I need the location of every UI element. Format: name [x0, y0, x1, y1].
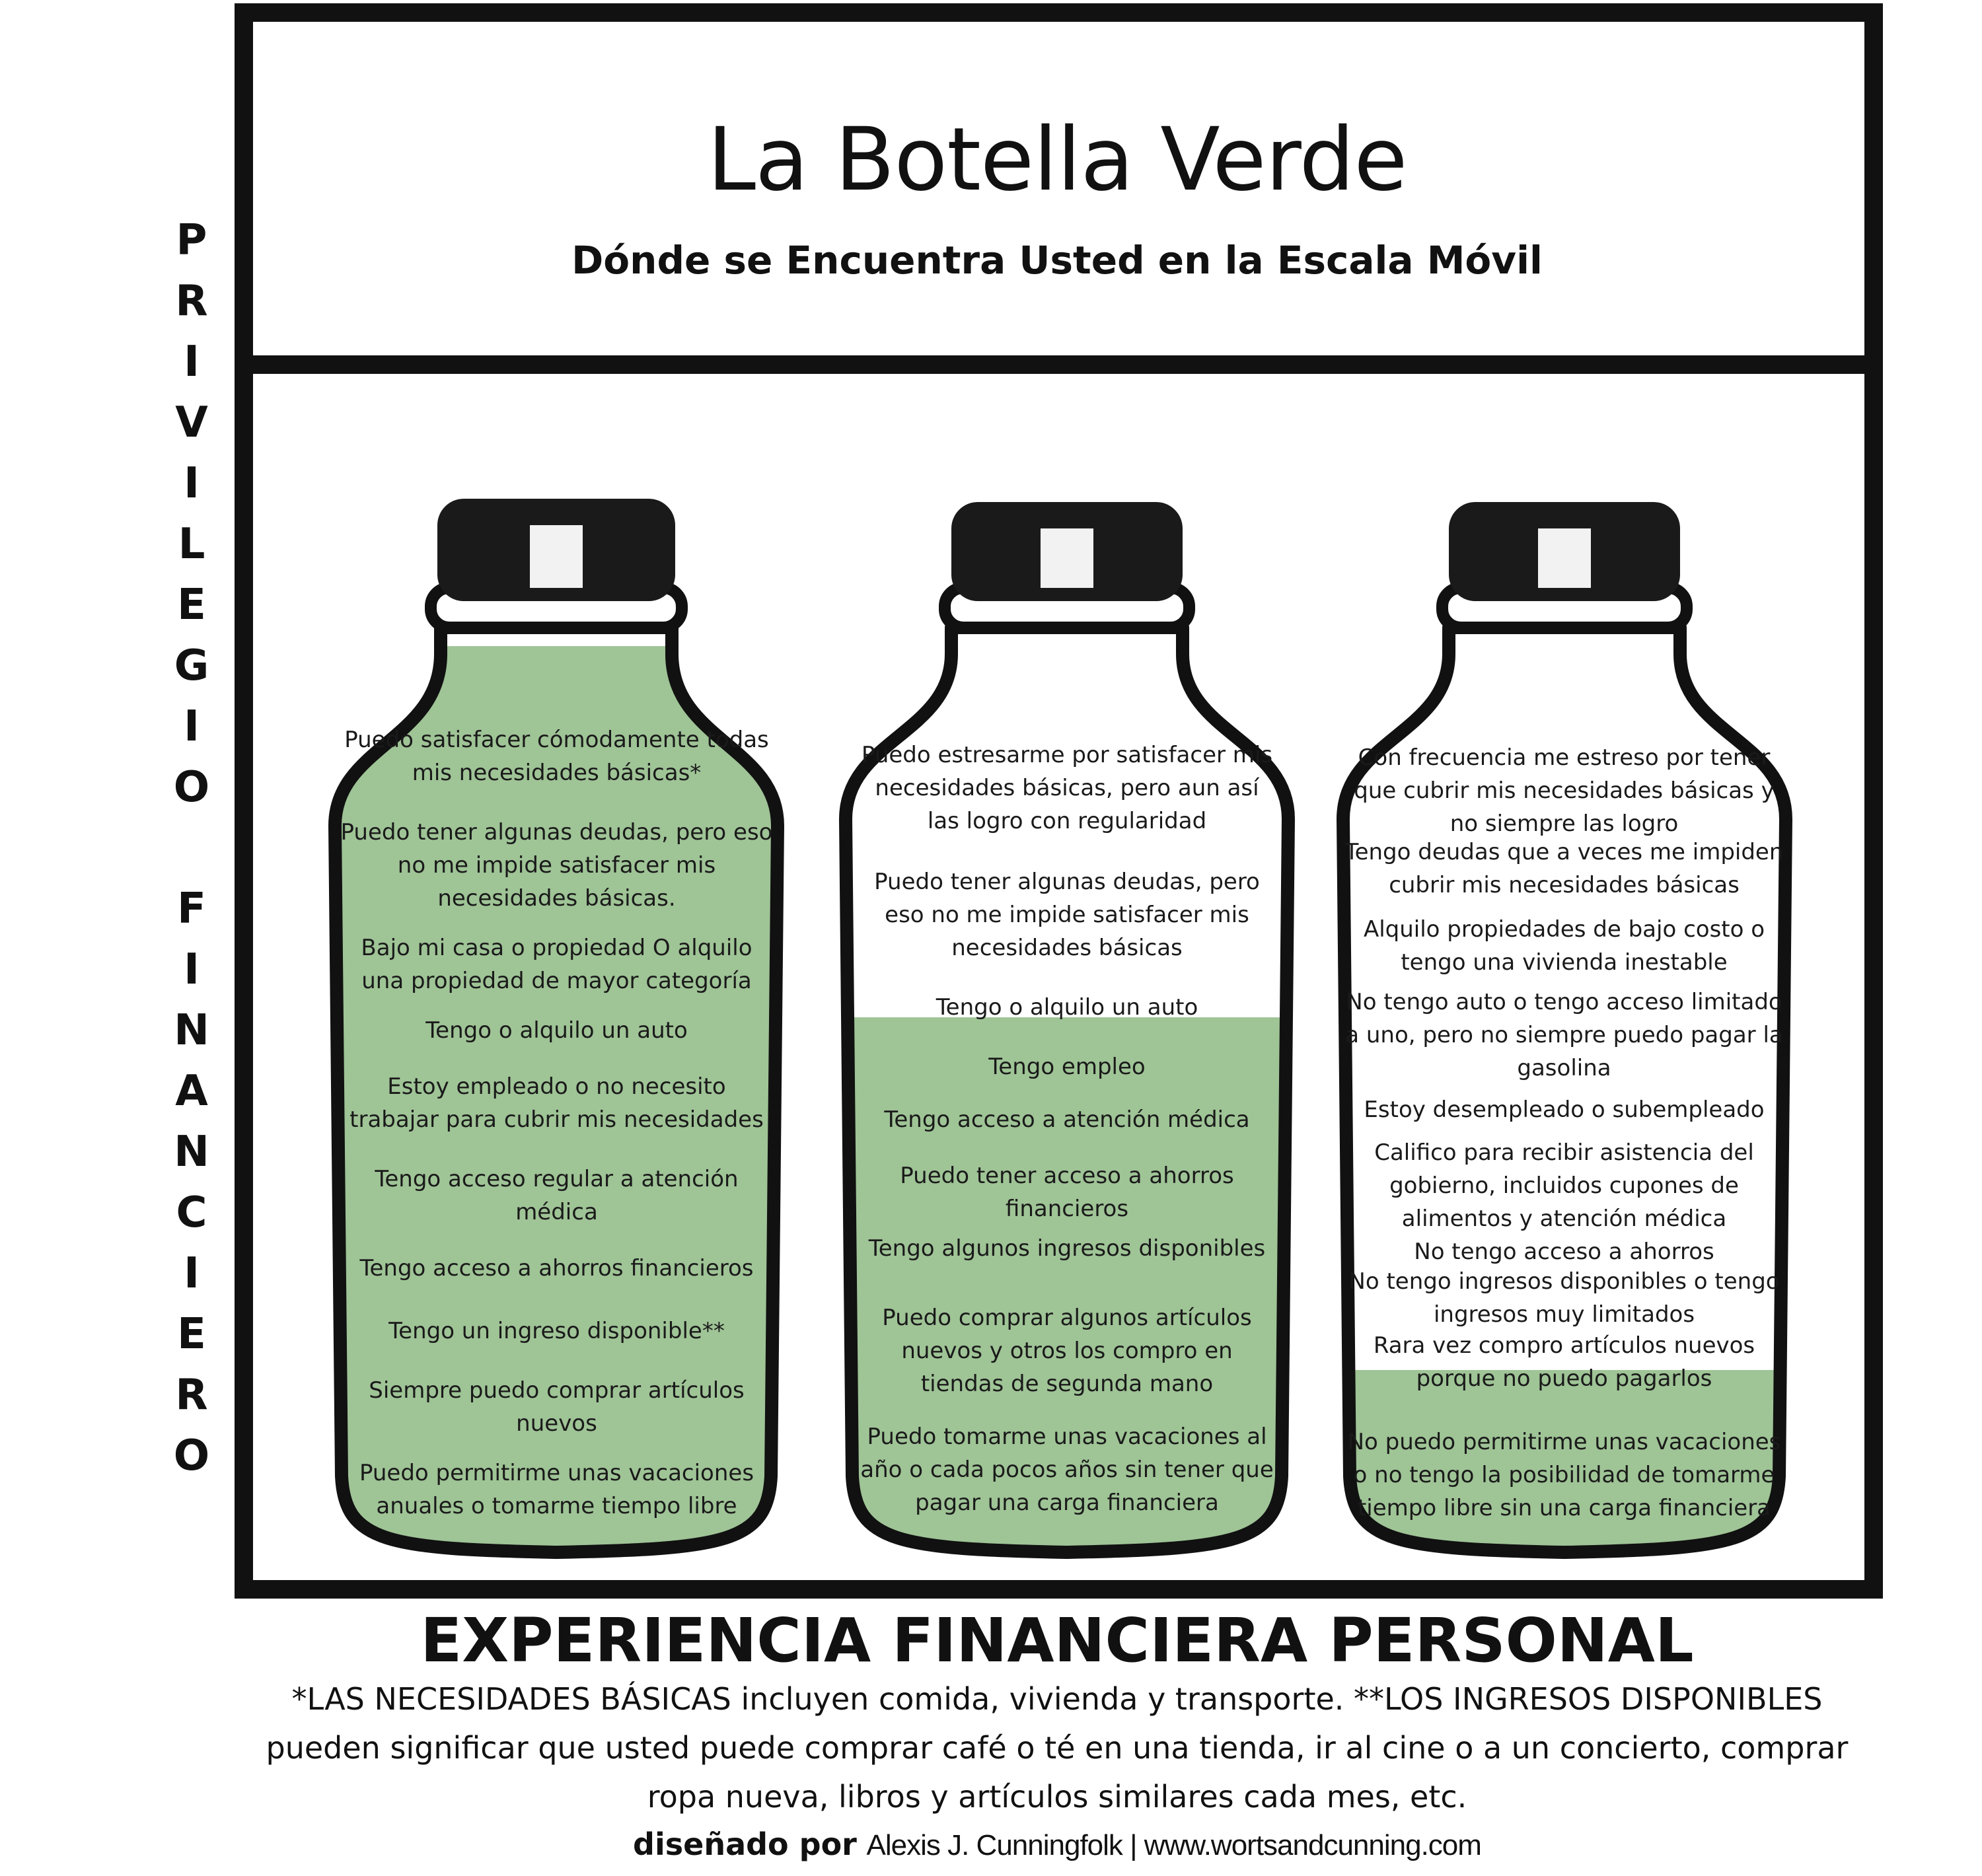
bottle-statement: No tengo auto o tengo acceso limitado a uno, pero no siempre puedo pagar la gasolina	[1345, 989, 1783, 1081]
bottle-statement: Puedo permitirme unas vacaciones anuales o tomarme tiempo libre	[359, 1460, 754, 1519]
bottle-statement: Puedo satisfacer cómodamente todas mis necesidades básicas*	[344, 727, 769, 786]
vertical-letter: V	[175, 398, 208, 447]
bottle-statement: Bajo mi casa o propiedad O alquilo una propiedad de mayor categoría	[361, 935, 752, 994]
credit-prefix: diseñado por	[633, 1826, 857, 1862]
page-title: La Botella Verde	[707, 109, 1407, 211]
bottle-statement: Puedo tener algunas deudas, pero eso no me impide satisfacer mis necesidades básicas	[874, 869, 1260, 961]
vertical-letter: C	[176, 1188, 207, 1237]
bottle-statement: Tengo o alquilo un auto	[425, 1017, 688, 1044]
bottle-statement: Tengo algunos ingresos disponibles	[868, 1235, 1266, 1262]
bottle-cap-highlight	[1041, 528, 1093, 588]
bottle-statement: Puedo tener acceso a ahorros financieros	[900, 1163, 1234, 1222]
vertical-letter: A	[175, 1067, 208, 1116]
credit-line	[264, 1826, 1850, 1862]
bottle-statement: Estoy empleado o no necesito trabajar para cubrir mis necesidades	[349, 1073, 764, 1133]
bottle-statement: Tengo acceso a ahorros financieros	[359, 1255, 754, 1281]
bottle-statement: Estoy desempleado o subempleado	[1364, 1097, 1765, 1123]
bottle-statement: No tengo acceso a ahorros	[1414, 1239, 1714, 1265]
bottle-statement: Tengo acceso a atención médica	[884, 1106, 1250, 1133]
bottle-statement: Con frecuencia me estreso por tener que cubrir mis necesidades básicas y no siempre las logro	[1354, 744, 1775, 837]
vertical-letter: N	[174, 1128, 209, 1176]
vertical-letter: I	[184, 338, 200, 386]
vertical-letter: E	[177, 581, 206, 630]
vertical-letter: L	[178, 520, 205, 569]
bottle-cap-highlight	[1538, 528, 1591, 588]
bottle-statement: Alquilo propiedades de bajo costo o tengo una vivienda inestable	[1363, 916, 1765, 976]
bottle-statement: Tengo un ingreso disponible**	[388, 1318, 725, 1344]
bottle-statement: Rara vez compro artículos nuevos porque no puedo pagarlos	[1373, 1332, 1755, 1392]
bottle-statement: Tengo o alquilo un auto	[936, 994, 1198, 1021]
credit-author: Alexis J. Cunningfolk | www.wortsandcunning.com	[866, 1829, 1481, 1861]
bottle-statement: Tengo acceso regular a atención médica	[375, 1166, 739, 1225]
vertical-letter: G	[174, 641, 209, 690]
bottle-cap-highlight	[530, 525, 583, 588]
vertical-letter: R	[175, 277, 208, 326]
footnote: *LAS NECESIDADES BÁSICAS incluyen comida, vivienda y transporte. **LOS INGRESOS DISPONIBLES pueden significar que usted puede comprar café o té en una tienda, ir al cine o a un concierto, comprar ropa nueva, libros y artículos similares cada mes, etc.	[266, 1681, 1849, 1815]
vertical-letter: I	[184, 1249, 200, 1298]
bottle-statement: Puedo estresarme por satisfacer mis necesidades básicas, pero aun así las logro con regularidad	[861, 742, 1273, 834]
bottle-2	[832, 502, 1302, 1562]
bottle-statement: Tengo empleo	[988, 1054, 1146, 1080]
vertical-letter: O	[173, 1431, 210, 1480]
horizontal-axis-title: EXPERIENCIA FINANCIERA PERSONAL	[420, 1605, 1694, 1676]
vertical-letter: N	[174, 1006, 209, 1055]
vertical-letter: I	[184, 702, 200, 751]
vertical-letter: P	[176, 216, 207, 265]
bottle-statement: Puedo comprar algunos artículos nuevos y otros los compro en tiendas de segunda mano	[882, 1305, 1252, 1397]
bottle-statement: Califico para recibir asistencia del gobierno, incluidos cupones de alimentos y atención médica	[1374, 1139, 1754, 1232]
vertical-letter: F	[177, 884, 206, 933]
vertical-letter: I	[184, 945, 200, 994]
bottle-statement: Siempre puedo comprar artículos nuevos	[369, 1377, 745, 1437]
vertical-letter: E	[177, 1310, 206, 1359]
vertical-letter: O	[173, 763, 210, 812]
bottle-statement: No tengo ingresos disponibles o tengo ingresos muy limitados	[1348, 1268, 1780, 1328]
vertical-letter: R	[175, 1371, 208, 1420]
bottle-statement: Puedo tener algunas deudas, pero eso no me impide satisfacer mis necesidades básicas.	[340, 819, 773, 912]
bottle-statement: Puedo tomarme unas vacaciones al año o cada pocos años sin tener que pagar una carga financiera	[860, 1424, 1274, 1516]
bottle-statement: No puedo permitirme unas vacaciones o no tengo la posibilidad de tomarme tiempo libre sin una carga financiera	[1347, 1429, 1781, 1521]
vertical-letter: I	[184, 459, 200, 508]
page-subtitle: Dónde se Encuentra Usted en la Escala Móvil	[571, 238, 1543, 283]
bottle-statement: Tengo deudas que a veces me impiden cubrir mis necesidades básicas	[1344, 839, 1784, 898]
